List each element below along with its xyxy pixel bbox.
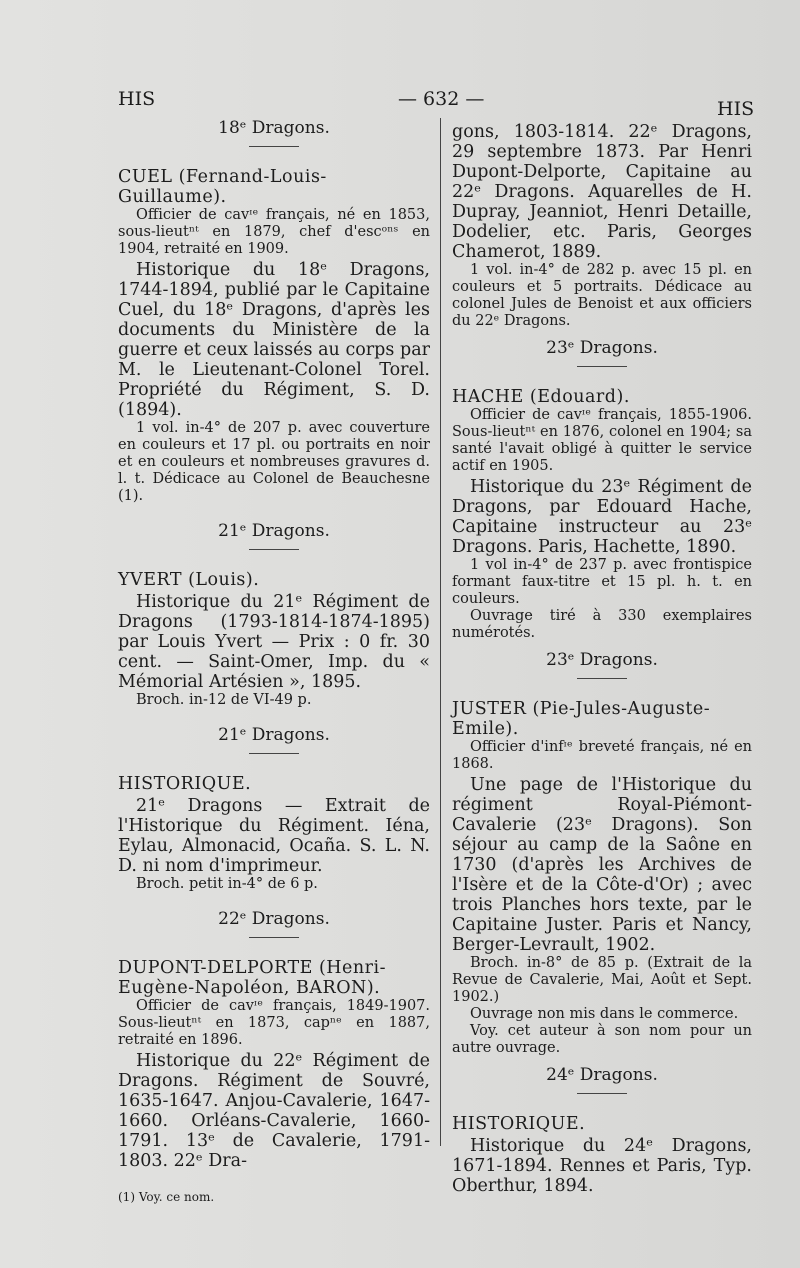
entry-description: Broch. in-12 de VI-49 p.	[136, 692, 312, 708]
entry-note: Voy. cet auteur à son nom pour un autre ouvrage.	[452, 1023, 752, 1056]
section-heading: 23ᵉ Dragons.	[546, 338, 658, 358]
entry-note: Ouvrage tiré à 330 exemplaires numérotés.	[452, 608, 752, 641]
entry-bio: Officier de cavᶦᵉ français, 1855-1906. Sous-lieutⁿᵗ en 1876, colonel en 1904; sa santé l'avait obligé à quitter le service actif en 1905.	[452, 407, 752, 474]
right-column	[452, 120, 752, 1196]
entry-author: CUEL (Fernand-Louis-Guillaume).	[118, 167, 327, 207]
section-rule	[249, 146, 299, 147]
entry-bio: Officier de cavᶦᵉ français, 1849-1907. Sous-lieutⁿᵗ en 1873, capⁿᵉ en 1887, retraité en 1896.	[118, 998, 430, 1048]
section-rule	[249, 753, 299, 754]
running-head-right: HIS	[717, 98, 755, 120]
running-head-left: HIS	[118, 88, 156, 110]
section-rule	[577, 366, 627, 367]
entry-title: 21ᵉ Dragons — Extrait de l'Historique du Régiment. Iéna, Eylau, Almonacid, Ocaña. S. L. N. D. ni nom d'imprimeur.	[118, 796, 430, 876]
section-heading: 23ᵉ Dragons.	[546, 650, 658, 670]
column-divider	[440, 118, 441, 1146]
entry-description: 1 vol. in-4° de 207 p. avec couverture en couleurs et 17 pl. ou portraits en noir et en couleurs et nombreuses gravures d. l. t. Dédicace au Colonel de Beauchesne (1).	[118, 420, 430, 504]
entry-title: Une page de l'Historique du régiment Royal-Piémont-Cavalerie (23ᵉ Dragons). Son séjour au camp de la Saône en 1730 (d'après les Archives de l'Isère et de la Côte-d'Or) ; avec trois Planches hors texte, par le Capitaine Juster. Paris et Nancy, Berger-Levrault, 1902.	[452, 775, 752, 955]
entry-author: HISTORIQUE.	[452, 1114, 586, 1134]
section-heading: 18ᵉ Dragons.	[218, 118, 330, 138]
entry-author: DUPONT-DELPORTE (Henri-Eugène-Napoléon, BARON).	[118, 958, 387, 998]
entry-description: Broch. in-8° de 85 p. (Extrait de la Revue de Cavalerie, Mai, Août et Sept. 1902.)	[452, 955, 752, 1005]
entry-title: Historique du 24ᵉ Dragons, 1671-1894. Rennes et Paris, Typ. Oberthur, 1894.	[452, 1136, 752, 1196]
entry-bio: Officier de cavᶦᵉ français, né en 1853, sous-lieutⁿᵗ en 1879, chef d'escᵒⁿˢ en 1904, retraité en 1909.	[118, 207, 430, 257]
entry-title: Historique du 21ᵉ Régiment de Dragons (1793-1814-1874-1895) par Louis Yvert — Prix : 0 fr. 30 cent. — Saint-Omer, Imp. du « Mémorial Artésien », 1895.	[118, 592, 430, 692]
section-heading: 24ᵉ Dragons.	[546, 1065, 658, 1085]
section-rule	[577, 678, 627, 679]
entry-bio: Officier d'infᶦᵉ breveté français, né en 1868.	[452, 739, 752, 772]
section-rule	[249, 549, 299, 550]
entry-author: YVERT (Louis).	[118, 570, 260, 590]
entry-title: Historique du 22ᵉ Régiment de Dragons. Régiment de Souvré, 1635-1647. Anjou-Cavalerie, 1647-1660. Orléans-Cavalerie, 1660-1791. 13ᵉ de Cavalerie, 1791-1803. 22ᵉ Dra-	[118, 1051, 430, 1171]
footnote: (1) Voy. ce nom.	[118, 1190, 215, 1204]
entry-author: HISTORIQUE.	[118, 774, 252, 794]
entry-author: JUSTER (Pie-Jules-Auguste-Emile).	[452, 699, 711, 739]
entry-description: Broch. petit in-4° de 6 p.	[136, 876, 318, 892]
entry-description: 1 vol in-4° de 237 p. avec frontispice formant faux-titre et 15 pl. h. t. en couleurs.	[452, 557, 752, 607]
section-heading: 22ᵉ Dragons.	[218, 909, 330, 929]
entry-title: Historique du 23ᵉ Régiment de Dragons, par Edouard Hache, Capitaine instructeur au 23ᵉ Dragons. Paris, Hachette, 1890.	[452, 477, 752, 557]
left-column	[118, 118, 430, 1207]
entry-note: Ouvrage non mis dans le commerce.	[470, 1006, 739, 1022]
entry-title-continued: gons, 1803-1814. 22ᵉ Dragons, 29 septembre 1873. Par Henri Dupont-Delporte, Capitaine au 22ᵉ Dragons. Aquarelles de H. Dupray, Jeanniot, Henri Detaille, Dodelier, etc. Paris, Georges Chamerot, 1889.	[452, 122, 752, 262]
entry-title: Historique du 18ᵉ Dragons, 1744-1894, publié par le Capitaine Cuel, du 18ᵉ Dragons, d'après les documents du Ministère de la guerre et ceux laissés au corps par M. le Lieutenant-Colonel Torel. Propriété du Régiment, S. D. (1894).	[118, 260, 430, 420]
section-heading: 21ᵉ Dragons.	[218, 725, 330, 745]
page-number: — 632 —	[398, 88, 485, 110]
section-rule	[577, 1093, 627, 1094]
entry-author: HACHE (Edouard).	[452, 387, 630, 407]
section-heading: 21ᵉ Dragons.	[218, 521, 330, 541]
section-rule	[249, 937, 299, 938]
entry-description: 1 vol. in-4° de 282 p. avec 15 pl. en couleurs et 5 portraits. Dédicace au colonel Jules de Benoist et aux officiers du 22ᵉ Dragons.	[452, 262, 752, 329]
